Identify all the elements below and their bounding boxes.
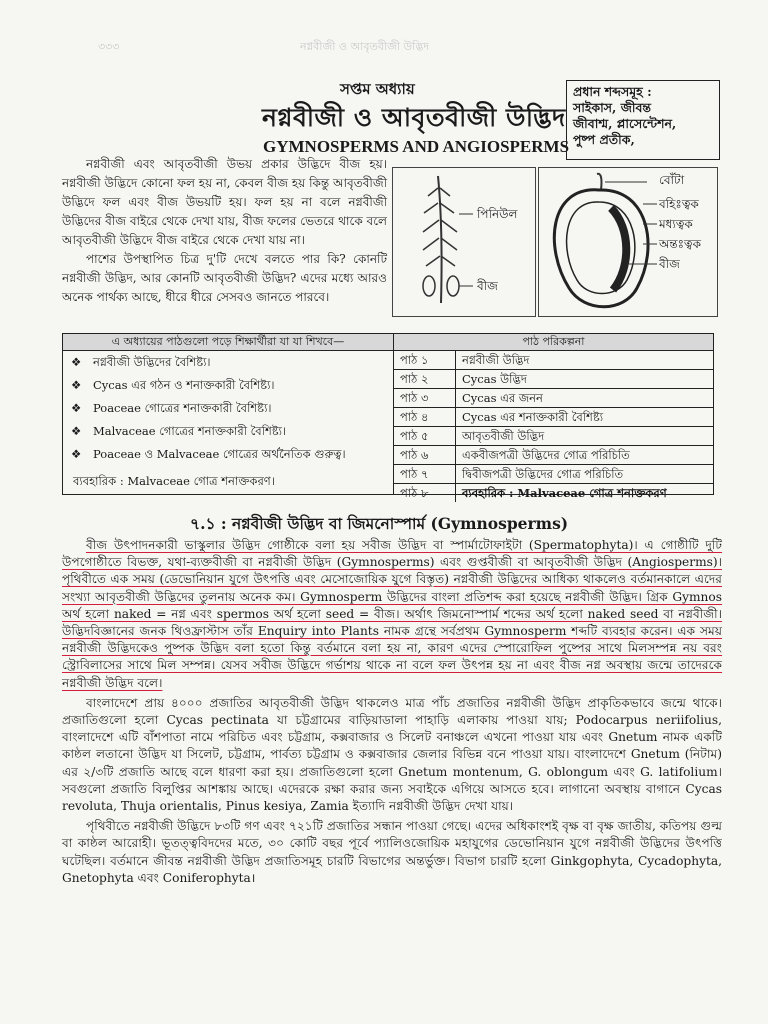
figure-label-stalk: বোঁটা [659,173,685,187]
figure-label-seed: বীজ [477,279,498,293]
practical-note: ব্যবহারিক : Malvaceae গোত্র শনাক্তকরণ। [73,474,275,488]
table-row: পাঠ ৩ Cycas এর জনন [394,389,713,408]
table-row: পাঠ ৫ আবৃতবীজী উদ্ভিদ [394,427,713,446]
diamond-bullet-icon: ❖ [71,447,82,461]
body-paragraph: বীজ উৎপাদনকারী ভাস্কুলার উদ্ভিদ গোষ্ঠীকে বলা হয় সবীজ উদ্ভিদ বা স্পার্মাটোফাইটা (Spermatophyta)। এ গোষ্ঠীটি দুটি উপগোষ্ঠীতে বিভক্ত, যথা-ব্যক্তবীজী বা নগ্নবীজী উদ্ভিদ (Gymnosperms) এবং গুপ্তবীজী বা আবৃতবীজী উদ্ভিদ (Angiosperms)। পৃথিবীতে এক সময় (ডেভোনিয়ান যুগে উৎপত্তি এবং মেসোজোয়িক যুগে বিস্তৃত) নগ্নবীজী উদ্ভিদের আধিক্য থাকলেও বর্তমানকালে এদের সংখ্যা আবৃতবীজী উদ্ভিদের তুলনায় অনেক কম। Gymnosperm উদ্ভিদের বাংলা প্রতিশব্দ করা হয়েছে নগ্নবীজী উদ্ভিদ। গ্রিক Gymnos অর্থ হলো naked = নগ্ন এবং spermos অর্থ হলো seed = বীজ। অর্থাৎ জিমনোস্পার্ম শব্দের অর্থ হলো naked seed বা নগ্নবীজী। উদ্ভিদবিজ্ঞানের জনক থিওফ্রাস্টাস তাঁর Enquiry into Plants নামক গ্রন্থে সর্বপ্রথম Gymnosperm শব্দটি ব্যবহার করেন। এক সময় নগ্নবীজী উদ্ভিদকেও পুষ্পক উদ্ভিদ বলা হতো কিন্তু বর্তমানে বলা হয় না, কারণ এদের স্পোরোফিল পুষ্পের সাথে মিলসম্পন্ন নয় বরং স্ট্রোবিলাসের সাথে মিল সম্পন্ন। যেসব সবীজ উদ্ভিদে গর্ভাশয় থাকে না বলে ফল উৎপন্ন হয় না এবং বীজ নগ্ন অবস্থায় জন্মে তাদেরকে নগ্নবীজী উদ্ভিদ বলে। [62,538,722,690]
keywords-box [566,80,720,160]
page-title-english: GYMNOSPERMS AND ANGIOSPERMS [263,137,570,156]
figure-label-endocarp: অন্তঃত্বক [659,237,701,251]
diamond-bullet-icon: ❖ [71,401,82,415]
figure-label-pinnule: পিনিউল [477,207,518,221]
keywords-line: জীবাশ্ম, প্লাসেন্টেশন, [573,116,677,131]
keywords-line: পুষ্প প্রতীক, [573,132,635,147]
table-row: পাঠ ৪ Cycas এর শনাক্তকারী বৈশিষ্ট্য [394,408,713,427]
body-paragraph: পৃথিবীতে নগ্নবীজী উদ্ভিদে ৮৩টি গণ এবং ৭২১টি প্রজাতির সন্ধান পাওয়া গেছে। এদের অধিকাংশই বৃক্ষ বা বৃক্ষ জাতীয়, কতিপয় গুল্ম বা কাষ্ঠল আরোহী। ভূতত্ত্ববিদদের মতে, ৩০ কোটি বছর পূর্বে প্যালিওজোয়িক মহাযুগের ডেভোনিয়ান যুগে নগ্নবীজী উদ্ভিদের উৎপত্তি ঘটেছিল। বর্তমানে জীবন্ত নগ্নবীজী উদ্ভিদ প্রজাতিসমূহ চারটি বিভাগের অন্তর্ভুক্ত। বিভাগ চারটি হলো Ginkgophyta, Cycadophyta, Gnetophyta এবং Coniferophyta। [62,819,722,885]
list-item: ❖ Poaceae ও Malvaceae গোত্রের অর্থনৈতিক গুরুত্ব। [63,443,393,466]
intro-text [62,155,387,307]
figure-label-epicarp: বহিঃত্বক [659,197,699,211]
chapter-heading: সপ্তম অধ্যায় [340,80,415,98]
list-item: ❖ Cycas এর গঠন ও শনাক্তকারী বৈশিষ্ট্য। [63,374,393,397]
bleed-through-page-number: ৩৩৩ [98,40,120,53]
figure-label-seed: বীজ [659,257,680,271]
keywords-heading: প্রধান শব্দসমূহ : [573,84,652,99]
diamond-bullet-icon: ❖ [71,355,82,369]
body-paragraph: বাংলাদেশে প্রায় ৪০০০ প্রজাতির আবৃতবীজী উদ্ভিদ থাকলেও মাত্র পাঁচ প্রজাতির নগ্নবীজী উদ্ভিদ প্রাকৃতিকভাবে জন্মে থাকে। প্রজাতিগুলো হলো Cycas pectinata যা চট্টগ্রামের বাড়িয়াডালা পাহাড়ি এলাকায় পাওয়া যায়; Podocarpus neriifolius, বাংলাদেশে এটি বাঁশপাতা নামে পরিচিত এবং চট্টগ্রাম, কক্সবাজার ও সিলেট বনাঞ্চলে এখনো পাওয়া যায় এবং Gnetum নামক একটি কাষ্ঠল লতানো উদ্ভিদ যা সিলেট, চট্টগ্রাম, পার্বত্য চট্টগ্রাম ও কক্সবাজার জেলার বিভিন্ন বনে পাওয়া যায়। বাংলাদেশে Gnetum (নিটাম) এর ২/৩টি প্রজাতি আছে বলে ধারণা করা হয়। প্রজাতিগুলো হলো Gnetum montenum, G. oblongum এবং G. latifolium। সবগুলো প্রজাতি বিলুপ্তির আশঙ্কায় আছে। এদেরকে রক্ষা করার জন্য সবাইকে এগিয়ে আসতে হবে। লাগানো অবস্থায় বাগানে Cycas revoluta, Thuja orientalis, Pinus kesiya, Zamia ইত্যাদি নগ্নবীজী উদ্ভিদ দেখা যায়। [62,695,723,814]
lesson-plan-table [62,333,714,500]
lesson-plan [394,334,713,500]
gymnosperm-figure [392,167,536,317]
bleed-through-header: নগ্নবীজী ও আবৃতবীজী উদ্ভিদ [300,40,430,53]
table-row: পাঠ ৬ একবীজপত্রী উদ্ভিদের গোত্র পরিচিতি [394,446,713,465]
keywords-line: সাইকাস, জীবন্ত [573,100,652,115]
page-title-bengali: নগ্নবীজী ও আবৃতবীজী উদ্ভিদ [262,103,566,132]
table-row: পাঠ ৭ দ্বিবীজপত্রী উদ্ভিদের গোত্র পরিচিতি [394,465,713,484]
section-heading: ৭.১ : নগ্নবীজী উদ্ভিদ বা জিমনোস্পার্ম (Gymnosperms) [190,514,569,533]
section-body [62,537,722,890]
list-item: ❖ Poaceae গোত্রের শনাক্তকারী বৈশিষ্ট্য। [63,397,393,420]
lesson-plan-header: পাঠ পরিকল্পনা [394,334,713,351]
table-row: পাঠ ৮ ব্যবহারিক : Malvaceae গোত্র শনাক্তকরণ [394,484,713,502]
learning-outcomes [63,334,394,494]
diamond-bullet-icon: ❖ [71,424,82,438]
list-item: ❖ Malvaceae গোত্রের শনাক্তকারী বৈশিষ্ট্য। [63,420,393,443]
intro-paragraph: পাশের উপস্থাপিত চিত্র দু'টি দেখে বলতে পার কি? কোনটি নগ্নবীজী উদ্ভিদ, আর কোনটি আবৃতবীজী উদ্ভিদ? এদের মধ্যে আরও অনেক পার্থক্য আছে, ধীরে ধীরে সেসবও জানতে পারবে। [62,252,387,304]
table-row: পাঠ ১ নগ্নবীজী উদ্ভিদ [394,351,713,370]
figure-label-mesocarp: মধ্যত্বক [659,217,693,231]
list-item: ❖ নগ্নবীজী উদ্ভিদের বৈশিষ্ট্য। [63,351,393,374]
learning-outcomes-header: এ অধ্যায়ের পাঠগুলো পড়ে শিক্ষার্থীরা যা যা শিখবে— [63,334,393,351]
diamond-bullet-icon: ❖ [71,378,82,392]
table-row: পাঠ ২ Cycas উদ্ভিদ [394,370,713,389]
angiosperm-figure [538,167,718,317]
pine-seed-illustration [393,168,535,316]
intro-paragraph: নগ্নবীজী এবং আবৃতবীজী উভয় প্রকার উদ্ভিদে বীজ হয়। নগ্নবীজী উদ্ভিদে কোনো ফল হয় না, কেবল বীজ হয় কিন্তু আবৃতবীজী উদ্ভিদে ফল এবং বীজ উভয়টি হয়। ফল হয় না বলে নগ্নবীজী উদ্ভিদের বীজ বাইরে থেকে দেখা যায়, বীজ ফলের ভেতরে থাকে বলে আবৃতবীজী উদ্ভিদে বীজ বাইরে থেকে দেখা যায় না। [62,157,387,247]
